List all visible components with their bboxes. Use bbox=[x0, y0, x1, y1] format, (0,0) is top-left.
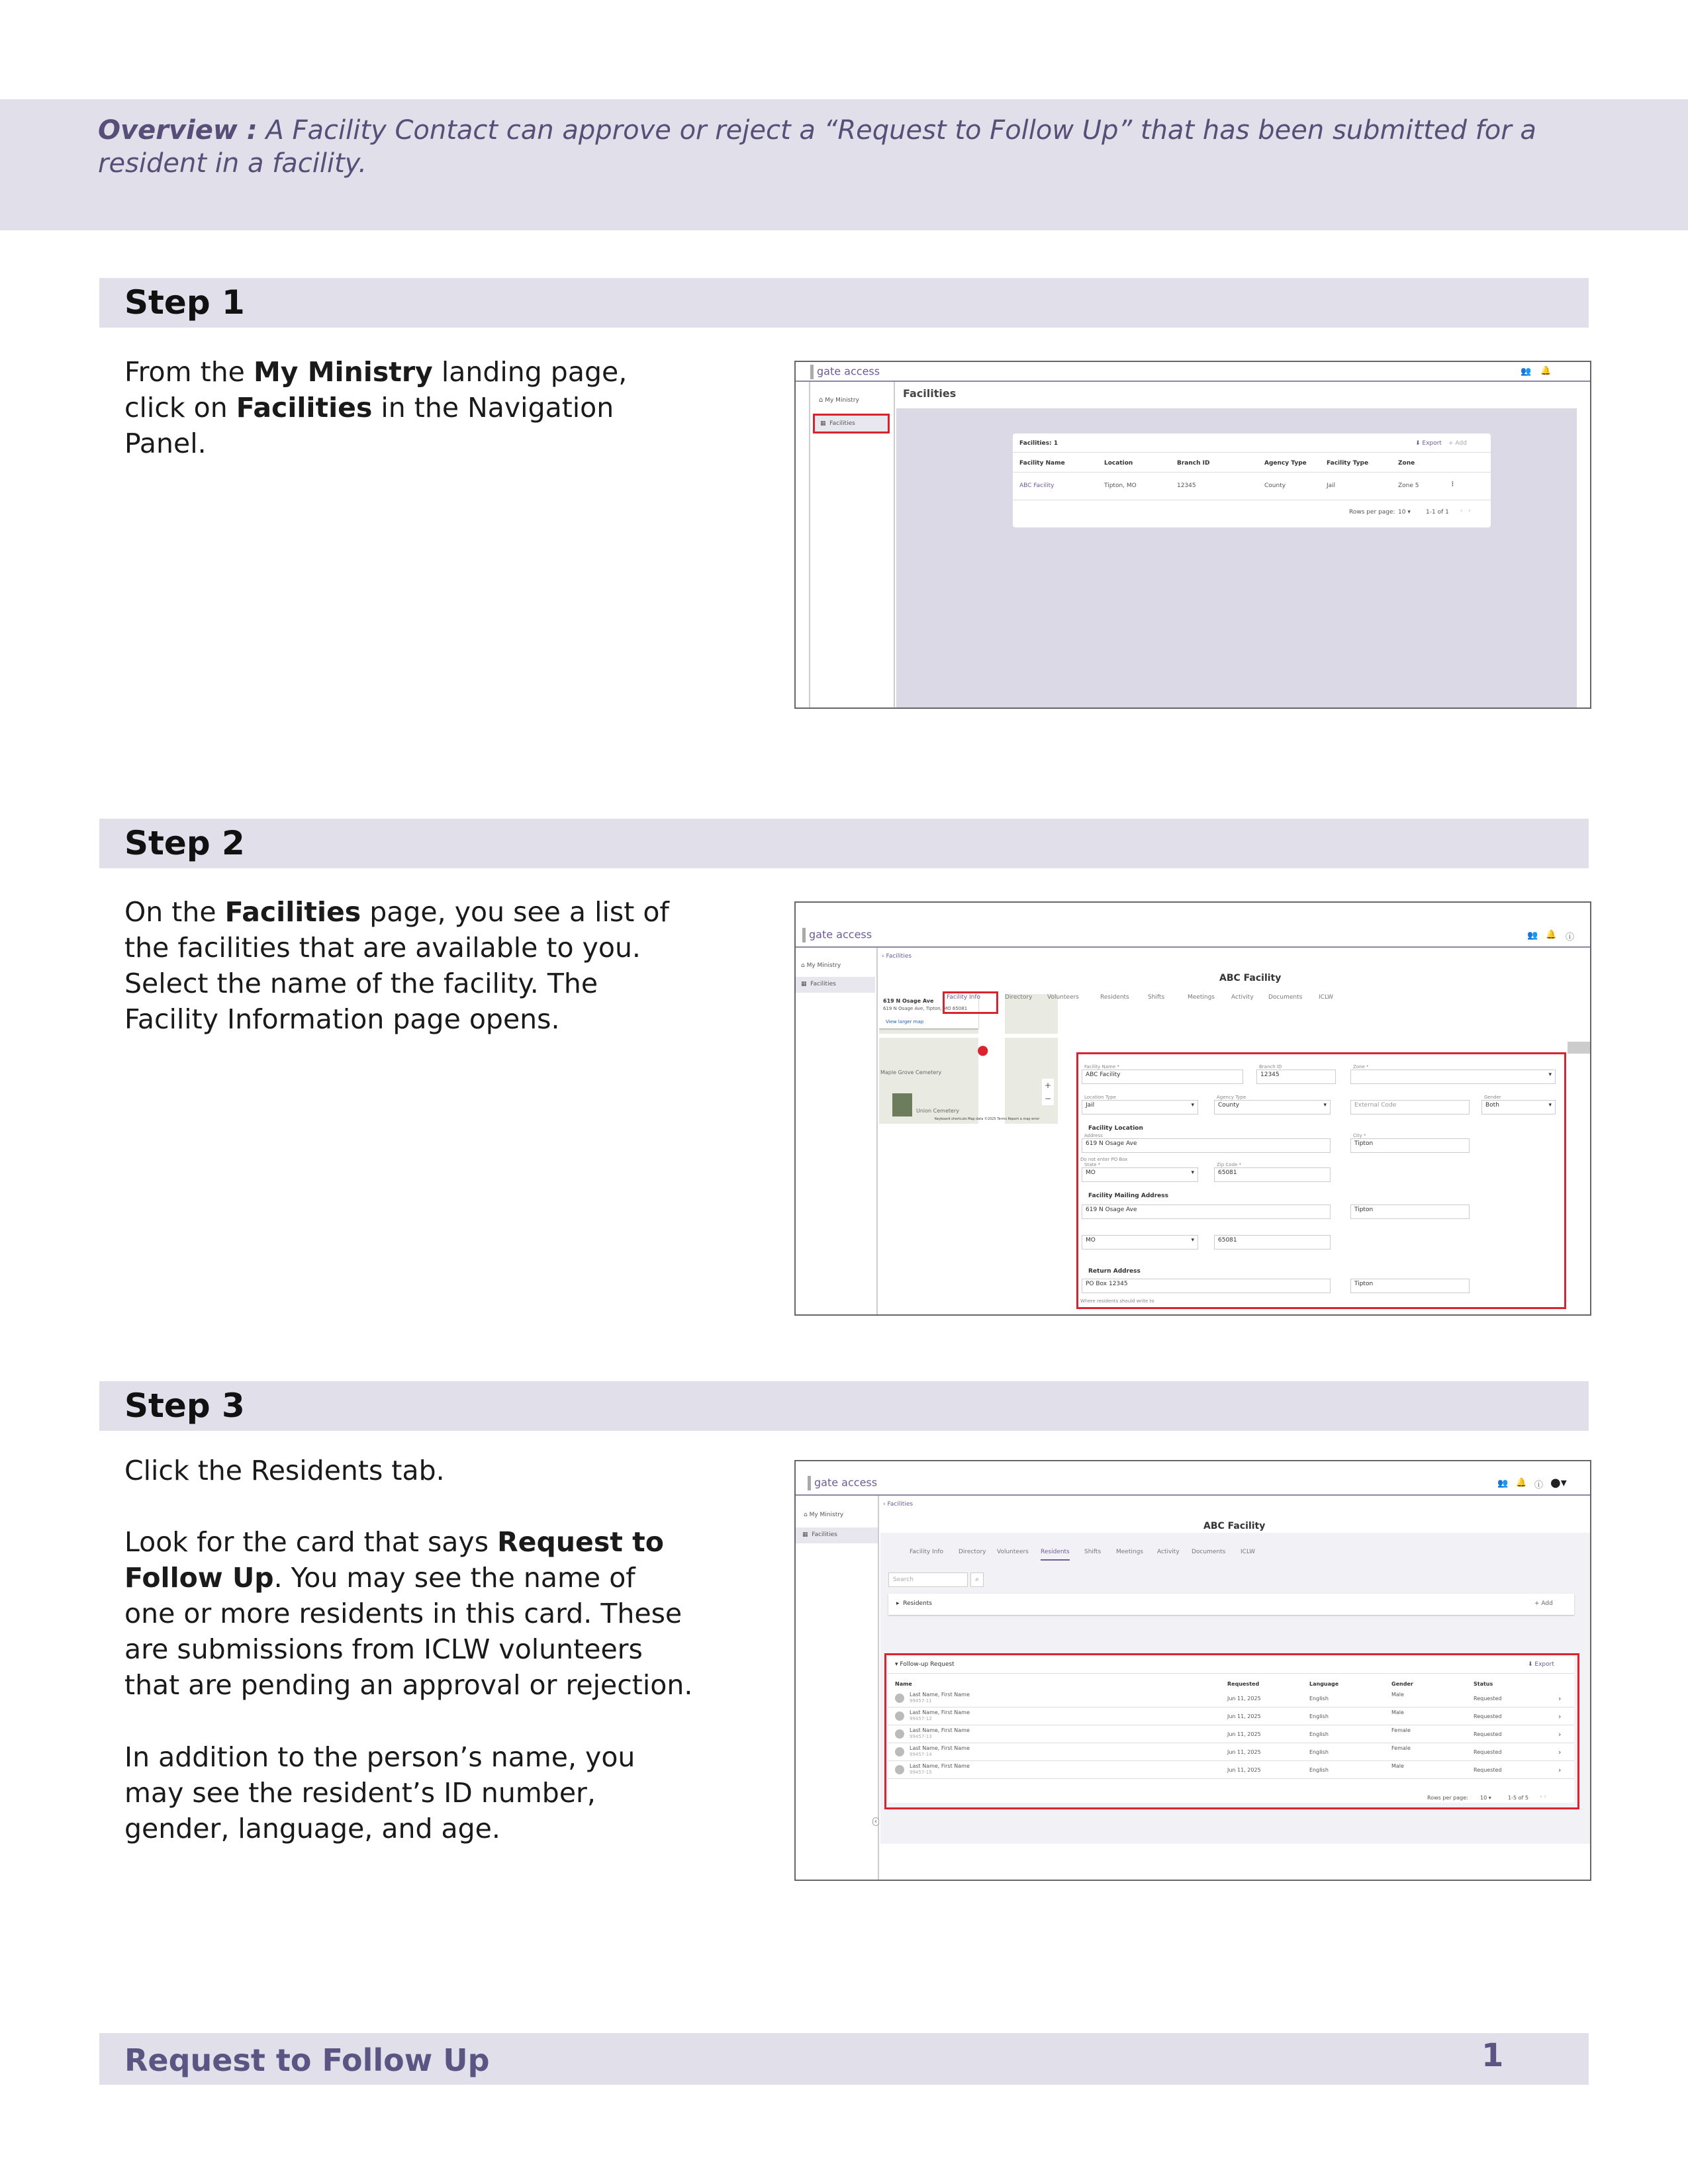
map-attribution: Keyboard shortcuts Map data ©2025 Terms Report a map error bbox=[935, 1117, 1040, 1121]
back-link[interactable]: ‹ Facilities bbox=[882, 953, 912, 960]
mailing-city-input[interactable]: Tipton bbox=[1350, 1205, 1470, 1219]
step3-text-3: In addition to the person’s name, you may see the resident’s ID number, gender, language, and age. bbox=[124, 1741, 635, 1844]
location-type-select[interactable]: Jail ▾ bbox=[1082, 1100, 1198, 1115]
residents-label: Residents bbox=[903, 1600, 932, 1607]
resident-id: 99457-15 bbox=[910, 1770, 932, 1775]
zip-input[interactable]: 65081 bbox=[1214, 1167, 1331, 1182]
cell-status: Requested bbox=[1474, 1696, 1502, 1702]
cell-location: Tipton, MO bbox=[1104, 482, 1137, 489]
nav-label: My Ministry bbox=[806, 962, 841, 969]
nav-facilities-label: ▦ Facilities bbox=[820, 420, 855, 427]
screenshot-residents-tab bbox=[794, 1460, 1591, 1881]
chevron-right-icon[interactable]: › bbox=[1558, 1766, 1562, 1774]
rows-per-page-select[interactable]: 10 ▾ bbox=[1398, 509, 1411, 516]
tab-documents[interactable]: Documents bbox=[1268, 994, 1303, 1001]
help-icon[interactable]: ⓘ bbox=[1566, 933, 1575, 942]
map-zoom-controls[interactable]: + − bbox=[1042, 1079, 1054, 1105]
zone-select[interactable]: ▾ bbox=[1350, 1069, 1556, 1084]
pager-arrows-icon[interactable]: ‹ › bbox=[1460, 508, 1471, 514]
cell-language: English bbox=[1309, 1749, 1329, 1755]
return-city-input[interactable]: Tipton bbox=[1350, 1279, 1470, 1293]
col-gender[interactable]: Gender bbox=[1391, 1681, 1413, 1687]
nav-label: My Ministry bbox=[825, 397, 859, 404]
export-button[interactable]: ⬇ Export bbox=[1415, 440, 1442, 447]
select-value: County bbox=[1218, 1102, 1240, 1109]
select-value: Jail bbox=[1086, 1102, 1095, 1109]
cell-requested: Jun 11, 2025 bbox=[1227, 1696, 1261, 1702]
avatar-icon bbox=[895, 1729, 904, 1739]
text-run: From the bbox=[124, 356, 254, 388]
nav-divider bbox=[809, 382, 810, 707]
col-location[interactable]: Location bbox=[1104, 460, 1133, 467]
step3-bar bbox=[99, 1381, 1589, 1431]
export-label: Export bbox=[1534, 1661, 1554, 1668]
side-button[interactable] bbox=[1568, 1042, 1590, 1054]
add-label: Add bbox=[1455, 440, 1467, 447]
map-address-line: 619 N Osage Ave, Tipton, MO 65081 bbox=[883, 1006, 968, 1011]
gender-select[interactable]: Both ▾ bbox=[1481, 1100, 1556, 1115]
add-button[interactable]: + Add bbox=[1448, 440, 1467, 447]
overview-label: Overview : bbox=[98, 115, 258, 146]
nav-facilities-label: ▦ Facilities bbox=[802, 1531, 837, 1538]
app-logo bbox=[808, 1476, 877, 1490]
step3-text-2 bbox=[124, 1524, 694, 1703]
resident-name[interactable]: Last Name, First Name bbox=[910, 1709, 970, 1715]
facilities-count: Facilities: 1 bbox=[1019, 440, 1058, 447]
resident-name[interactable]: Last Name, First Name bbox=[910, 1745, 970, 1751]
map-pin-icon: ● bbox=[977, 1042, 989, 1058]
resident-id: 99457-13 bbox=[910, 1734, 932, 1739]
chevron-right-icon[interactable]: › bbox=[1558, 1694, 1562, 1703]
address-input[interactable]: 619 N Osage Ave bbox=[1082, 1138, 1331, 1153]
screenshot-facility-info bbox=[794, 901, 1591, 1316]
avatar-icon bbox=[895, 1747, 904, 1756]
tab-volunteers[interactable]: Volunteers bbox=[1047, 994, 1079, 1001]
nav-border bbox=[894, 382, 895, 707]
tab-iclw[interactable]: ICLW bbox=[1241, 1549, 1256, 1555]
user-icon[interactable]: 👥 bbox=[1521, 367, 1532, 377]
bell-icon[interactable]: 🔔 bbox=[1546, 930, 1557, 940]
mailing-state-select[interactable]: MO ▾ bbox=[1082, 1235, 1198, 1250]
app-logo bbox=[810, 365, 880, 379]
tab-strip bbox=[888, 1543, 1352, 1557]
header-divider bbox=[796, 946, 1590, 948]
cell-requested: Jun 11, 2025 bbox=[1227, 1731, 1261, 1737]
text-bold: Facilities bbox=[236, 392, 373, 424]
page-range: 1-1 of 1 bbox=[1426, 509, 1449, 516]
cell-gender: Female bbox=[1391, 1727, 1411, 1733]
search-icon[interactable]: ⌕ bbox=[970, 1572, 984, 1587]
text-run: page, you see a list of the facilities that are available to you. Select the name of the facility. The Facility Information page opens. bbox=[124, 896, 669, 1035]
table-row[interactable] bbox=[888, 1708, 1574, 1725]
text-run: landing page, click on bbox=[124, 356, 628, 424]
tab-shifts[interactable]: Shifts bbox=[1148, 994, 1165, 1001]
external-code-input[interactable]: External Code bbox=[1350, 1100, 1470, 1115]
tab-strip bbox=[936, 989, 1552, 1002]
cell-status: Requested bbox=[1474, 1767, 1502, 1773]
logo-text: gate access bbox=[814, 1476, 878, 1489]
tab-shifts[interactable]: Shifts bbox=[1084, 1549, 1102, 1555]
rows-per-page-label: Rows per page: bbox=[1349, 509, 1395, 516]
field-label: Facility Name * bbox=[1084, 1064, 1119, 1069]
tab-facility-info[interactable]: Facility Info bbox=[947, 994, 981, 1001]
nav-facilities[interactable] bbox=[813, 414, 890, 433]
cell-gender: Male bbox=[1391, 1709, 1404, 1715]
col-facility-type[interactable]: Facility Type bbox=[1327, 460, 1369, 467]
tab-facility-info[interactable]: Facility Info bbox=[910, 1549, 944, 1555]
help-icon[interactable]: ⓘ bbox=[1534, 1480, 1544, 1490]
page-title: Facilities bbox=[903, 387, 957, 400]
tab-directory[interactable]: Directory bbox=[959, 1549, 986, 1555]
collapse-nav-icon[interactable]: ‹ bbox=[872, 1817, 879, 1826]
avatar-icon[interactable]: ●▾ bbox=[1550, 1476, 1567, 1490]
field-note: Where residents should write to bbox=[1080, 1298, 1154, 1304]
nav-label: Facilities bbox=[812, 1531, 837, 1538]
facility-name-input[interactable]: ABC Facility bbox=[1082, 1069, 1243, 1084]
map-label: Union Cemetery bbox=[916, 1108, 959, 1114]
step1-bar bbox=[99, 278, 1589, 328]
export-button[interactable]: ⬇ Export bbox=[1528, 1661, 1554, 1668]
cell-language: English bbox=[1309, 1713, 1329, 1719]
table-row[interactable] bbox=[888, 1690, 1574, 1707]
tab-activity[interactable]: Activity bbox=[1231, 994, 1254, 1001]
bell-icon[interactable]: 🔔 bbox=[1540, 366, 1552, 376]
back-label: Facilities bbox=[887, 1501, 914, 1508]
cell-status: Requested bbox=[1474, 1713, 1502, 1719]
user-icon[interactable]: 👥 bbox=[1497, 1479, 1509, 1488]
back-label: Facilities bbox=[886, 953, 912, 960]
tab-meetings[interactable]: Meetings bbox=[1116, 1549, 1143, 1555]
resident-name[interactable]: Last Name, First Name bbox=[910, 1692, 970, 1698]
field-label: Agency Type bbox=[1217, 1095, 1246, 1100]
field-label: Zone * bbox=[1353, 1064, 1369, 1069]
step2-bar bbox=[99, 819, 1589, 868]
avatar-icon bbox=[895, 1765, 904, 1774]
logo-text: gate access bbox=[817, 365, 880, 378]
city-input[interactable]: Tipton bbox=[1350, 1138, 1470, 1153]
chevron-right-icon[interactable]: › bbox=[1558, 1748, 1562, 1756]
col-name[interactable]: Name bbox=[895, 1681, 912, 1687]
nav-facilities[interactable] bbox=[796, 1527, 878, 1543]
divider bbox=[888, 1673, 1574, 1674]
step1-text bbox=[124, 354, 694, 461]
cell-language: English bbox=[1309, 1696, 1329, 1702]
map-address-title: 619 N Osage Ave bbox=[883, 998, 934, 1004]
col-requested[interactable]: Requested bbox=[1227, 1681, 1260, 1687]
branch-id-input[interactable]: 12345 bbox=[1256, 1069, 1336, 1084]
page-header bbox=[896, 382, 1577, 408]
col-zone[interactable]: Zone bbox=[1398, 460, 1415, 467]
col-language[interactable]: Language bbox=[1309, 1681, 1339, 1687]
avatar-icon bbox=[895, 1694, 904, 1703]
nav-my-ministry[interactable]: ⌂ My Ministry bbox=[819, 396, 859, 404]
rows-per-page-select[interactable]: 10 ▾ bbox=[1480, 1795, 1491, 1801]
avatar-icon bbox=[895, 1711, 904, 1721]
cell-zone: Zone 5 bbox=[1398, 482, 1419, 489]
cell-gender: Male bbox=[1391, 1692, 1404, 1698]
divider bbox=[1013, 472, 1491, 473]
facility-name-link[interactable]: ABC Facility bbox=[1019, 482, 1055, 489]
app-logo bbox=[802, 928, 872, 942]
rpp-value: 10 bbox=[1398, 509, 1406, 516]
resident-id: 99457-14 bbox=[910, 1752, 932, 1757]
highlight-facility-info-tab bbox=[943, 991, 998, 1014]
divider bbox=[888, 1760, 1574, 1761]
col-facility-name[interactable]: Facility Name bbox=[1019, 460, 1065, 467]
nav-label: Facilities bbox=[829, 420, 855, 427]
tab-residents[interactable]: Residents bbox=[1100, 994, 1129, 1001]
text-run: . You may see the name of one or more residents in this card. These are submissions from ICLW volunteers that are pending an approval or rejection. bbox=[124, 1562, 693, 1701]
cell-requested: Jun 11, 2025 bbox=[1227, 1749, 1261, 1755]
state-select[interactable]: MO ▾ bbox=[1082, 1167, 1198, 1182]
tab-documents[interactable]: Documents bbox=[1192, 1549, 1226, 1555]
tab-meetings[interactable]: Meetings bbox=[1188, 994, 1215, 1001]
map-photo bbox=[892, 1093, 912, 1116]
step2-text bbox=[124, 894, 674, 1037]
col-agency-type[interactable]: Agency Type bbox=[1264, 460, 1307, 467]
page-range: 1-5 of 5 bbox=[1508, 1795, 1528, 1801]
cell-facility-type: Jail bbox=[1327, 482, 1336, 489]
nav-my-ministry[interactable]: ⌂ My Ministry bbox=[801, 962, 841, 969]
step3-title: Step 3 bbox=[124, 1387, 245, 1425]
table-row[interactable] bbox=[888, 1726, 1574, 1743]
divider bbox=[888, 1778, 1574, 1779]
return-address-input[interactable]: PO Box 12345 bbox=[1082, 1279, 1331, 1293]
overview-body: A Facility Contact can approve or reject a “Request to Follow Up” that has been submitted for a resident in a facility. bbox=[98, 115, 1536, 179]
table-row[interactable] bbox=[888, 1744, 1574, 1761]
export-label: Export bbox=[1422, 440, 1442, 447]
search-placeholder: Search bbox=[893, 1576, 914, 1583]
tab-volunteers[interactable]: Volunteers bbox=[997, 1549, 1029, 1555]
field-label: State * bbox=[1084, 1162, 1101, 1167]
nav-facilities-label: ▦ Facilities bbox=[801, 981, 836, 987]
header-divider bbox=[796, 1494, 1590, 1496]
tab-iclw[interactable]: ICLW bbox=[1319, 994, 1334, 1001]
chevron-right-icon[interactable]: › bbox=[1558, 1712, 1562, 1721]
back-link[interactable]: ‹ Facilities bbox=[883, 1501, 914, 1508]
user-icon[interactable]: 👥 bbox=[1527, 931, 1538, 940]
text-run: Look for the card that says bbox=[124, 1526, 498, 1558]
footer-title: Request to Follow Up bbox=[124, 2042, 490, 2078]
follow-up-card-title: Follow-up Request bbox=[900, 1661, 955, 1668]
nav-label: My Ministry bbox=[809, 1512, 844, 1518]
tab-residents[interactable]: Residents bbox=[1041, 1549, 1070, 1561]
resident-id: 99457-11 bbox=[910, 1698, 932, 1704]
logo-text: gate access bbox=[809, 928, 872, 941]
step3-text-1: Click the Residents tab. bbox=[124, 1455, 445, 1486]
field-label: Branch ID bbox=[1259, 1064, 1282, 1069]
agency-type-select[interactable]: County ▾ bbox=[1214, 1100, 1331, 1115]
residents-card[interactable] bbox=[888, 1594, 1574, 1615]
map-road bbox=[879, 1034, 1058, 1038]
field-label: Location Type bbox=[1084, 1095, 1116, 1100]
table-row[interactable] bbox=[888, 1762, 1574, 1779]
search-input[interactable] bbox=[888, 1572, 968, 1587]
field-label: Gender bbox=[1484, 1095, 1501, 1100]
cell-requested: Jun 11, 2025 bbox=[1227, 1713, 1261, 1719]
nav-label: Facilities bbox=[810, 981, 836, 987]
cell-status: Requested bbox=[1474, 1731, 1502, 1737]
field-label: Address bbox=[1084, 1133, 1103, 1138]
select-value: MO bbox=[1086, 1237, 1096, 1244]
mailing-address-input[interactable]: 619 N Osage Ave bbox=[1082, 1205, 1331, 1219]
pager-arrows-icon[interactable]: ‹ › bbox=[1540, 1794, 1547, 1800]
step1-title: Step 1 bbox=[124, 283, 245, 322]
facility-title: ABC Facility bbox=[1219, 973, 1282, 983]
field-note: Do not enter PO Box bbox=[1080, 1157, 1128, 1162]
rows-per-page-label: Rows per page: bbox=[1427, 1795, 1468, 1801]
map-label: Maple Grove Cemetery bbox=[880, 1069, 942, 1075]
section-mailing-address: Facility Mailing Address bbox=[1088, 1193, 1168, 1199]
page-number: 1 bbox=[1481, 2037, 1504, 2074]
nav-my-ministry[interactable]: ⌂ My Ministry bbox=[804, 1512, 844, 1518]
step2-title: Step 2 bbox=[124, 824, 245, 862]
text-bold: Facilities bbox=[224, 896, 361, 928]
text-bold: Request to Follow Up bbox=[124, 1526, 664, 1594]
cell-gender: Male bbox=[1391, 1763, 1404, 1769]
divider bbox=[1013, 452, 1491, 453]
chevron-right-icon[interactable]: › bbox=[1558, 1730, 1562, 1739]
col-status[interactable]: Status bbox=[1474, 1681, 1493, 1687]
resident-name[interactable]: Last Name, First Name bbox=[910, 1763, 970, 1769]
resident-name[interactable]: Last Name, First Name bbox=[910, 1727, 970, 1733]
resident-id: 99457-12 bbox=[910, 1716, 932, 1721]
cell-gender: Female bbox=[1391, 1745, 1411, 1751]
col-branch-id[interactable]: Branch ID bbox=[1177, 460, 1210, 467]
select-value: MO bbox=[1086, 1169, 1096, 1176]
map-larger-link[interactable]: View larger map bbox=[886, 1019, 924, 1024]
field-label: City * bbox=[1353, 1133, 1366, 1138]
nav-border bbox=[876, 948, 878, 1314]
tab-directory[interactable]: Directory bbox=[1005, 994, 1033, 1001]
text-run: On the bbox=[124, 896, 225, 928]
mailing-zip-input[interactable]: 65081 bbox=[1214, 1235, 1331, 1250]
facility-title: ABC Facility bbox=[1203, 1521, 1266, 1531]
tab-activity[interactable]: Activity bbox=[1157, 1549, 1180, 1555]
field-label: Zip Code * bbox=[1217, 1162, 1242, 1167]
cell-status: Requested bbox=[1474, 1749, 1502, 1755]
nav-facilities[interactable] bbox=[796, 977, 875, 993]
cell-language: English bbox=[1309, 1767, 1329, 1773]
follow-up-card-toggle[interactable]: ▾ Follow-up Request bbox=[895, 1661, 955, 1668]
residents-card-label: ▸ Residents bbox=[896, 1600, 932, 1607]
text-bold: My Ministry bbox=[253, 356, 433, 388]
section-facility-location: Facility Location bbox=[1088, 1125, 1143, 1132]
cell-requested: Jun 11, 2025 bbox=[1227, 1767, 1261, 1773]
section-return-address: Return Address bbox=[1088, 1268, 1141, 1275]
row-menu-icon[interactable]: ⋮ bbox=[1450, 481, 1456, 488]
bell-icon[interactable]: 🔔 bbox=[1516, 1478, 1527, 1488]
rpp-value: 10 bbox=[1480, 1795, 1487, 1801]
facilities-table-card bbox=[1013, 433, 1491, 527]
cell-language: English bbox=[1309, 1731, 1329, 1737]
cell-agency-type: County bbox=[1264, 482, 1286, 489]
text-run: in the Navigation Panel. bbox=[124, 392, 614, 459]
select-value: Both bbox=[1485, 1102, 1499, 1109]
cell-branch-id: 12345 bbox=[1177, 482, 1196, 489]
overview-text bbox=[98, 114, 1594, 180]
screenshot-facilities-list bbox=[794, 361, 1591, 709]
add-resident-button[interactable]: + Add bbox=[1534, 1600, 1553, 1607]
